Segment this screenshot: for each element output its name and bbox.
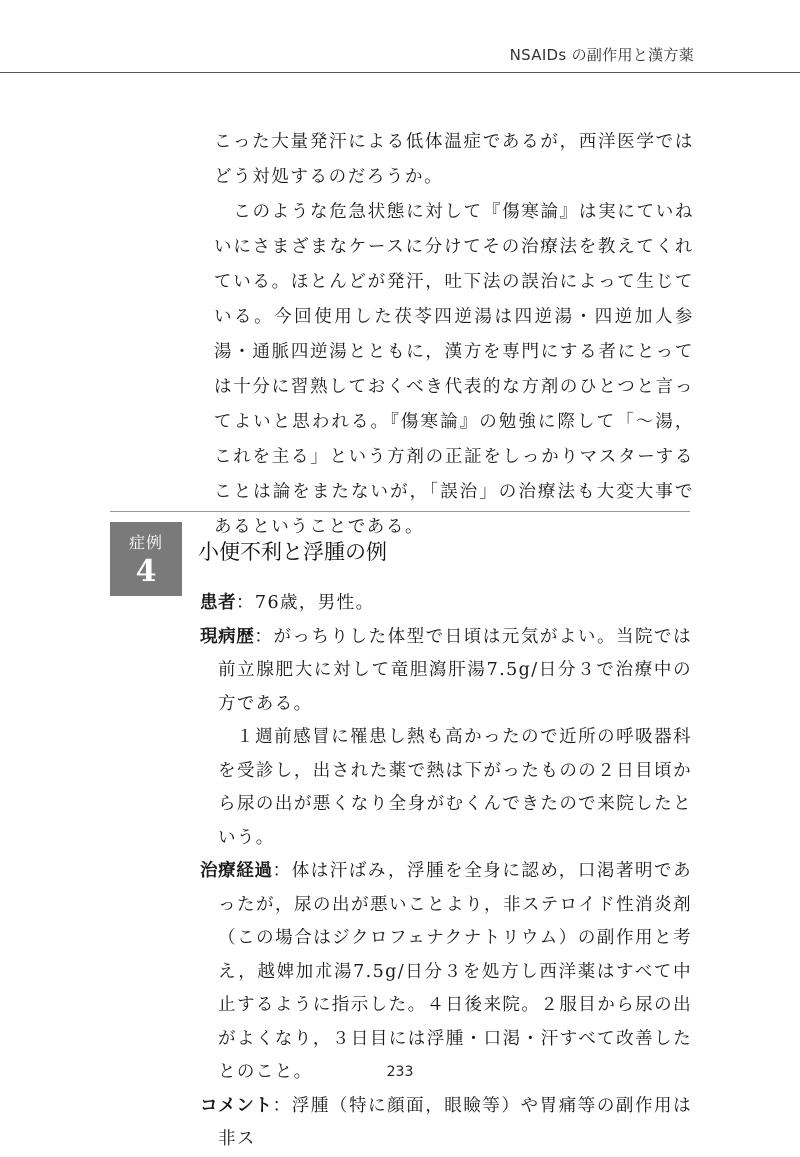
case-badge — [110, 522, 182, 596]
entry-text: 体は汗ばみ，浮腫を全身に認め，口渇著明であったが，尿の出が悪いことより，非ステロイド性消炎剤（この場合はジクロフェナクナトリウム）の副作用と考え，越婢加朮湯7.5g/日分３を処方し西洋薬はすべて中止するように指示した。４日後来院。２服目から尿の出がよくなり，３日目には浮腫・口渇・汗すべて改善したとのこと。 — [218, 861, 693, 1082]
entry-text: １週前感冒に罹患し熱も高かったので近所の呼吸器科を受診し，出された薬で熱は下がったものの２日目頃から尿の出が悪くなり全身がむくんできたので来院したという。 — [218, 727, 692, 848]
case-entry-patient — [200, 587, 692, 621]
entry-term: 現病歴 — [200, 626, 255, 647]
case-entry-comment — [200, 1090, 692, 1157]
section-divider — [110, 511, 690, 512]
case-badge-number: 4 — [135, 554, 157, 589]
paragraph: こった大量発汗による低体温症であるが，西洋医学ではどう対処するのだろうか。 — [214, 132, 694, 187]
case-entry-history — [200, 621, 692, 722]
entry-separator: ： — [236, 593, 255, 613]
entry-term: 患者 — [200, 593, 236, 613]
running-header-title: NSAIDs の副作用と漢方薬 — [509, 46, 694, 64]
page-number: 233 — [386, 1064, 414, 1080]
entry-term: コメント — [200, 1095, 273, 1116]
case-badge-label: 症例 — [128, 533, 163, 552]
entry-separator: ： — [272, 861, 292, 881]
case-entry-history-continued — [200, 721, 692, 855]
paragraph: このような危急状態に対して『傷寒論』は実にていねいにさまざまなケースに分けてその治療法を教えてくれている。ほとんどが発汗，吐下法の誤治によって生じている。今回使用した茯苓四逆湯は四逆湯・四逆加人参湯・通脈四逆湯とともに，漢方を専門にする者にとっては十分に習熟しておくべき代表的な方剤のひとつと言ってよいと思われる。『傷寒論』の勉強に際して「〜湯，これを主る」という方剤の正証をしっかりマスターすることは論をまたないが，「誤治」の治療法も大変大事であるということである。 — [214, 202, 694, 537]
header-divider — [0, 72, 800, 73]
case-title: 小便不利と浮腫の例 — [198, 540, 387, 564]
entry-term: 治療経過 — [200, 861, 273, 881]
entry-text: 76歳，男性。 — [254, 593, 375, 613]
entry-separator: ： — [254, 626, 274, 647]
entry-text: がっちりした体型で日頃は元気がよい。当院では前立腺肥大に対して竜胆瀉肝湯7.5g/日分３で治療中の方である。 — [218, 626, 692, 714]
entry-text: 浮腫（特に顔面，眼瞼等）や胃痛等の副作用は非ス — [218, 1095, 692, 1149]
entry-separator: ： — [272, 1095, 292, 1116]
body-text — [214, 125, 694, 545]
case-entry-course — [200, 855, 692, 1090]
